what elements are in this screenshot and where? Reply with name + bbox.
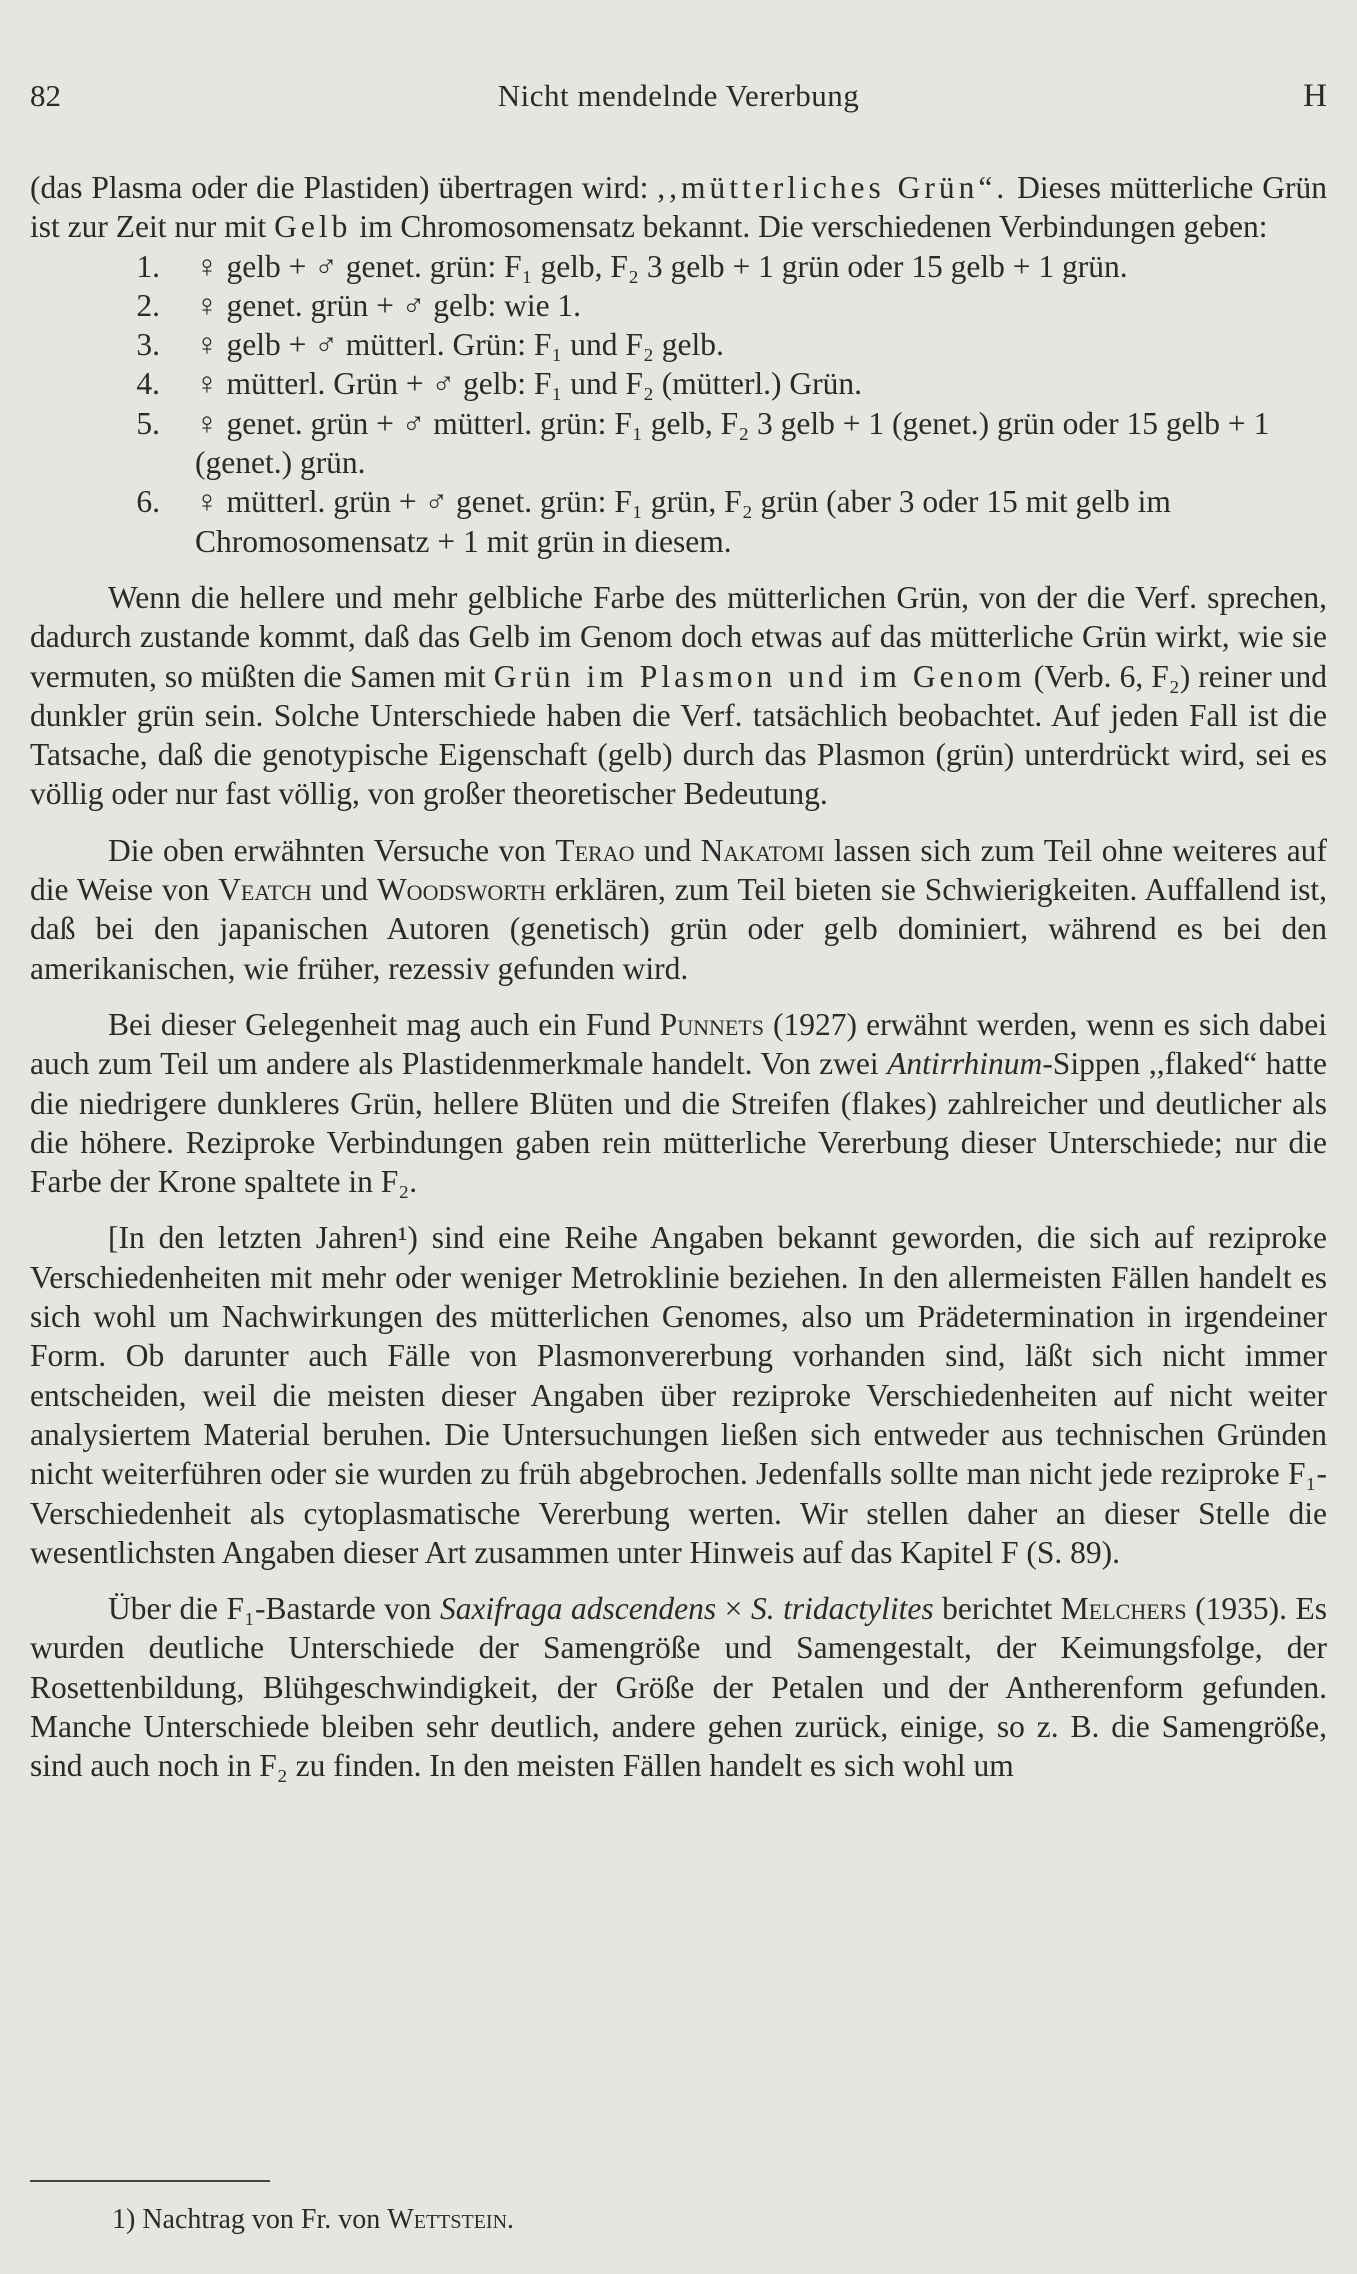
cross-item xyxy=(30,286,1327,325)
intro-gelb: Gelb xyxy=(274,209,352,245)
cross-text: ♀ mütterl. Grün + ♂ gelb: F₁ und F₂ (mütterl.) Grün. xyxy=(195,366,863,402)
p2-emphasis: Grün im Plasmon und im Genom xyxy=(493,658,1026,694)
footnote xyxy=(112,2204,514,2236)
cross-item xyxy=(30,247,1327,286)
paragraph-reciprocal: [In den letzten Jahren¹) sind eine Reihe Angaben bekannt geworden, die sich auf reziproke Verschiedenheiten mit mehr oder weniger Metroklinie beziehen. In den allermeisten Fällen handelt es sich wohl um Nachwirkungen des mütterlichen Genomes, also um Prädetermination in irgendeiner Form. Ob darunter auch Fälle von Plasmonvererbung vorhanden sind, läßt sich nicht immer entscheiden, weil die meisten dieser Angaben über reziproke Verschiedenheiten auf nicht weiter analysiertem Material beruhen. Die Untersuchungen ließen sich entweder aus technischen Gründen nicht weiterführen oder sie wurden zu früh abgebrochen. Jedenfalls sollte man nicht jede reziproke F₁-Verschiedenheit als cytoplasmatische Vererbung werten. Wir stellen daher an dieser Stelle die wesentlichsten Angaben dieser Art zusammen unter Hinweis auf das Kapitel F (S. 89). xyxy=(30,1220,1327,1570)
cross-text: ♀ gelb + ♂ mütterl. Grün: F₁ und F₂ gelb. xyxy=(195,327,724,363)
intro-text-a: (das Plasma oder die Plastiden) übertragen wird: xyxy=(30,170,658,205)
cross-item xyxy=(30,325,1327,364)
footnote-text-a: 1) Nachtrag von Fr. von xyxy=(112,2204,388,2235)
cross-number: 2. xyxy=(136,287,160,323)
author-punnets: Punnets xyxy=(659,1006,764,1042)
body-text xyxy=(30,168,1327,1786)
taxon-antirrhinum: Antirrhinum xyxy=(887,1046,1043,1082)
cross-text: ♀ gelb + ♂ genet. grün: F₁ gelb, F₂ 3 gelb + 1 grün oder 15 gelb + 1 grün. xyxy=(195,248,1128,284)
author-nakatomi: Nakatomi xyxy=(700,832,825,868)
cross-item xyxy=(30,482,1327,561)
taxon-saxifraga: Saxifraga adscendens xyxy=(439,1591,717,1627)
p2-text-b: (Verb. 6, F₂) reiner und dunkler grün sein. Solche Unterschiede haben die Verf. tatsächlich beobachtet. Auf jeden Fall ist die Tatsache, daß die genotypische Eigenschaft (gelb) durch das Plasmon (grün) unterdrückt wird, sei es völlig oder nur fast völlig, von großer theoretischer Bedeutung. xyxy=(30,658,1327,812)
author-woodsworth: Woodsworth xyxy=(376,872,546,908)
p6-text-c: berichtet xyxy=(933,1591,1061,1627)
intro-text-b: Dieses mütterliche Grün ist zur Zeit nur mit xyxy=(30,170,1328,245)
p4-text-b: (1927) erwähnt werden, wenn es sich dabei auch zum Teil um andere als Plastidenmerkmale handelt. Von zwei xyxy=(30,1006,1327,1082)
author-terao: Terao xyxy=(555,832,635,868)
page-number: 82 xyxy=(30,78,61,113)
section-letter: H xyxy=(1303,78,1327,114)
page-header xyxy=(30,78,1327,122)
running-title: Nicht mendelnde Vererbung xyxy=(497,78,860,113)
paragraph-punnets xyxy=(30,1005,1327,1201)
p2-text-a: Wenn die hellere und mehr gelbliche Farbe des mütterlichen Grün, von der die Verf. sprechen, dadurch zustande kommt, daß das Gelb im Genom doch etwas auf das mütterliche Grün wirkt, wie sie vermuten, so müßten die Samen mit xyxy=(30,579,1327,694)
footnote-rule xyxy=(30,2180,270,2182)
cross-item xyxy=(30,404,1327,483)
p3-text-c: lassen sich zum Teil ohne weiteres auf die Weise von xyxy=(30,832,1328,908)
paragraph-plasmon xyxy=(30,578,1327,814)
p6-text-d: (1935). Es wurden deutliche Unterschiede der Samengröße und Samengestalt, der Keimungsfolge, der Rosettenbildung, Blühgeschwindigkeit, der Größe der Petalen und der Antherenform gefunden. Manche Unterschiede bleiben sehr deutlich, andere gehen zurück, einige, so z. B. die Samengröße, sind auch noch in F₂ zu finden. In den meisten Fällen handelt es sich wohl um xyxy=(30,1591,1327,1784)
taxon-tridactylites: S. tridactylites xyxy=(750,1591,934,1627)
cross-item xyxy=(30,364,1327,403)
cross-number: 5. xyxy=(136,405,160,441)
cross-text: ♀ mütterl. grün + ♂ genet. grün: F₁ grün, F₂ grün (aber 3 oder 15 mit gelb im Chromosomensatz + 1 mit grün in diesem. xyxy=(195,484,1171,559)
paragraph-saxifraga xyxy=(30,1589,1327,1785)
author-melchers: Melchers xyxy=(1060,1591,1187,1627)
intro-emphasis: ,,mütterliches Grün“. xyxy=(657,170,1009,205)
cross-number: 3. xyxy=(136,327,160,363)
author-veatch: Veatch xyxy=(218,872,312,908)
cross-number: 1. xyxy=(136,248,160,284)
p6-text-a: Über die F₁-Bastarde von xyxy=(108,1591,440,1627)
p3-text-e: erklären, zum Teil bieten sie Schwierigkeiten. Auffallend ist, daß bei den japanischen Autoren (genetisch) grün oder gelb dominiert, während es bei den amerikanischen, wie früher, rezessiv gefunden wird. xyxy=(30,872,1327,986)
footnote-text-b: . xyxy=(507,2204,515,2235)
intro-paragraph xyxy=(30,168,1327,247)
cross-number: 6. xyxy=(136,484,160,520)
cross-number: 4. xyxy=(136,366,160,402)
footnote-author: Wettstein xyxy=(387,2204,508,2235)
paragraph-terao xyxy=(30,831,1327,988)
p4-text-c: -Sippen ,,flaked“ hatte die niedrigere dunkleres Grün, hellere Blüten und die Streifen (flakes) zahlreicher und deutlicher als die höhere. Reziproke Verbindungen gaben rein mütterliche Vererbung dieser Unterschiede; nur die Farbe der Krone spaltete in F₂. xyxy=(30,1046,1327,1200)
cross-text: ♀ genet. grün + ♂ mütterl. grün: F₁ gelb, F₂ 3 gelb + 1 (genet.) grün oder 15 gelb + 1 (genet.) grün. xyxy=(195,405,1270,481)
p3-text-d: und xyxy=(311,872,377,908)
p3-text-a: Die oben erwähnten Versuche von xyxy=(108,832,556,868)
p4-text-a: Bei dieser Gelegenheit mag auch ein Fund xyxy=(108,1006,660,1042)
cross-list xyxy=(30,247,1327,561)
p6-text-b: × xyxy=(716,1591,751,1627)
p3-text-b: und xyxy=(634,832,701,868)
intro-text-c: im Chromosomensatz bekannt. Die verschiedenen Verbindungen geben: xyxy=(351,209,1268,245)
cross-text: ♀ genet. grün + ♂ gelb: wie 1. xyxy=(195,287,582,323)
